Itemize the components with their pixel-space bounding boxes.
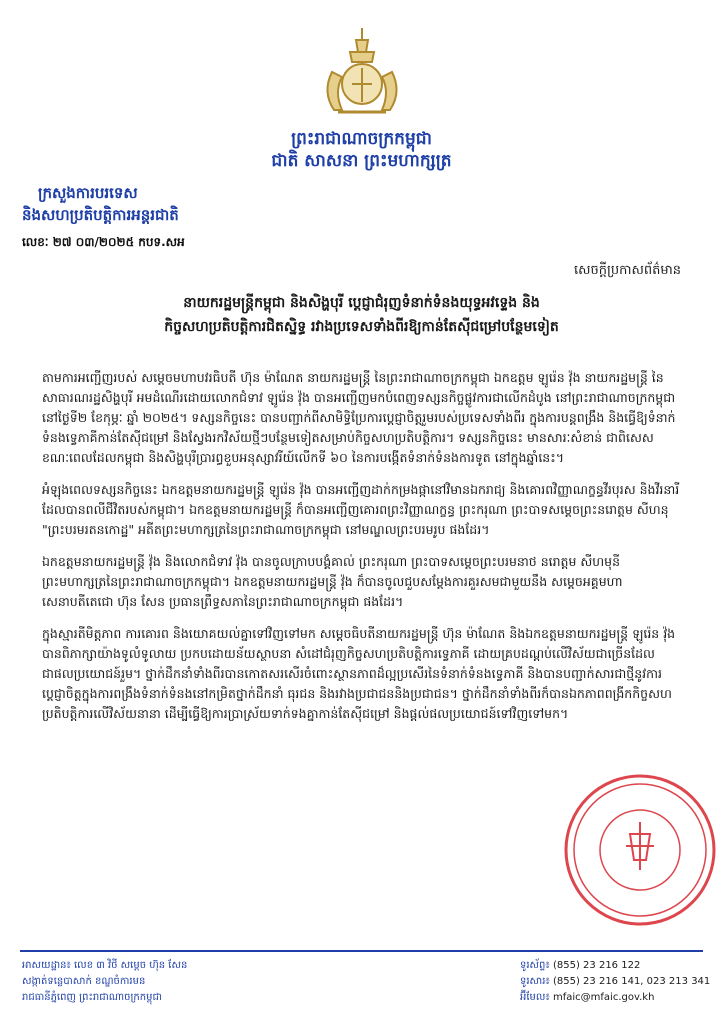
fax-row [520,974,710,990]
address-line-3: រាជធានីភ្នំពេញ ព្រះរាជាណាចក្រកម្ពុជា [22,992,162,1003]
reference-number: លេខៈ ២៧ ០៣/២០២៥ កបទ.សអ [22,235,185,249]
phone-row [520,958,710,974]
headline-line2: កិច្ចសហប្រតិបត្តិការជិតស្និទ្ធ រវាងប្រទេសទាំងពីរឱ្យកាន់តែស៊ីជម្រៅបន្ថែមទៀត [164,319,559,335]
footer-address [22,958,187,1006]
phone-number: (855) 23 216 122 [552,960,641,971]
phone-icon-label: ទូរស័ព្ទ៖ [520,960,550,971]
fax-number: (855) 23 216 141, 023 213 341 [552,976,711,987]
fax-label: ទូរសារ៖ [520,976,550,987]
ministry-name-line2: និងសហប្រតិបត្តិការអន្តរជាតិ [22,206,179,224]
press-release-body [42,368,682,736]
ministry-seal-stamp [560,770,720,930]
kingdom-title: ព្រះរាជាណាចក្រកម្ពុជា [291,129,432,149]
email-row [520,990,710,1006]
paragraph-2: អំឡុងពេលទស្សនកិច្ចនេះ ឯកឧត្ដមនាយករដ្ឋមន្ត្រី ឡូរ៉េន វ៉ុង បានអញ្ជើញដាក់កម្រងផ្កានៅវិមានឯករាជ្យ និងគោរពវិញ្ញាណក្ខន្ធវីរបុរស និងវីរនារីដែលបានពលីជីវិតរបស់កម្ពុជា។ ឯកឧត្ដមនាយករដ្ឋមន្ត្រី ក៏បានអញ្ជើញគោរពព្រះវិញ្ញាណក្ខន្ធ ព្រះករុណា ព្រះបាទសម្ដេចព្រះនរោត្តម សីហនុ "ព្រះបរមរតនកោដ្ឋ" អតីតព្រះមហាក្សត្រនៃព្រះរាជាណាចក្រកម្ពុជា នៅមណ្ឌលព្រះបរមរូប ផងដែរ។ [42,482,680,537]
email-label: អ៊ីមែល៖ [520,992,550,1003]
paragraph-3: ឯកឧត្ដមនាយករដ្ឋមន្ត្រី វ៉ុង និងលោកជំទាវ វ៉ុង បានចូលក្រាបបង្គំគាល់ ព្រះករុណា ព្រះបាទសម្ដេចព្រះបរមនាថ នរោត្តម សីហមុនី ព្រះមហាក្សត្រនៃព្រះរាជាណាចក្រកម្ពុជា។ ឯកឧត្ដមនាយករដ្ឋមន្ត្រី វ៉ុង ក៏បានចូលជួបសម្ដែងការគួរសមជាមួយនឹង សម្ដេចអគ្គមហាសេនាបតីតេជោ ហ៊ុន សែន ប្រធានព្រឹទ្ធសភានៃព្រះរាជាណាចក្រកម្ពុជា ផងដែរ។ [42,554,623,609]
email-link[interactable]: mfaic@mfaic.gov.kh [552,992,655,1003]
address-line-1: អាសយដ្ឋាន៖ លេខ ៣ វិថី សម្ដេច ហ៊ុន សែន [22,960,188,971]
paragraph-1: តាមការអញ្ជើញរបស់ សម្ដេចមហាបវរធិបតី ហ៊ុន ម៉ាណែត នាយករដ្ឋមន្ត្រី នៃព្រះរាជាណាចក្រកម្ពុជា ឯកឧត្ដម ឡូរ៉េន វ៉ុង នាយករដ្ឋមន្ត្រី នៃសាធារណរដ្ឋសិង្ហបុរី អមដំណើរដោយលោកជំទាវ ឡូរ៉េន វ៉ុង បានអញ្ជើញមកបំពេញទស្សនកិច្ចផ្លូវការជាលើកដំបូង នៅព្រះរាជាណាចក្រកម្ពុជា នៅថ្ងៃទី២ ខែកុម្ភៈ ឆ្នាំ ២០២៥។ ទស្សនកិច្ចនេះ បានបញ្ជាក់ពីសាមិទ្ធិប្រែការប្ដេជ្ញាចិត្តរួមរបស់ប្រទេសទាំងពីរ ក្នុងការបន្តពង្រឹង និងធ្វើឱ្យទំនាក់ទំនងទ្វេភាគីកាន់តែស៊ីជម្រៅ និងស្វែងរកវិស័យថ្មីៗបន្ថែមទៀតសម្រាប់កិច្ចសហប្រតិបត្តិការ។ ទស្សនកិច្ចនេះ មានសារៈសំខាន់ ជាពិសេស ខណៈពេលដែលកម្ពុជា និងសិង្ហបុរីប្រារព្ធខួបអនុស្សាវរីយ៍លើកទី ៦០ នៃការបង្កើតទំនាក់ទំនងការទូត នៅក្នុងឆ្នាំនេះ។ [42,370,676,465]
ministry-name: ក្រសួងការបរទេស [38,184,138,202]
headline-line1: នាយករដ្ឋមន្ត្រីកម្ពុជា និងសិង្ហបុរី ប្ដេជ្ញាជំរុញទំនាក់ទំនងយុទ្ធអវទ្ទេង និង [183,295,540,311]
paragraph-4: ក្នុងស្មារតីមិត្តភាព ការគោរព និងយោគយល់គ្នាទៅវិញទៅមក សម្ដេចធិបតីនាយករដ្ឋមន្ត្រី ហ៊ុន ម៉ាណែត និងឯកឧត្ដមនាយករដ្ឋមន្ត្រី ឡូរ៉េន វ៉ុង បានពិភាក្សាយ៉ាងទូលំទូលាយ ប្រកបដោយន័យស្ថាបនា សំដៅជំរុញកិច្ចសហប្រតិបត្តិការទ្វេភាគី ដោយគ្របដណ្ដប់លើវិស័យជាច្រើនដែលជាផលប្រយោជន៍រួម។ ថ្នាក់ដឹកនាំទាំងពីរបានកោតសរសើរចំពោះស្ថានភាពដ៏ល្អប្រសើរនៃទំនាក់ទំនងទ្វេភាគី និងបានបញ្ជាក់សារជាថ្មីនូវការប្ដេជ្ញាចិត្តក្នុងការពង្រឹងទំនាក់ទំនងនៅកម្រិតថ្នាក់ដឹកនាំ ធុរជន និងរវាងប្រជាជននិងប្រជាជន។ ថ្នាក់ដឹកនាំទាំងពីរក៏បានឯកភាពពង្រីកកិច្ចសហប្រតិបត្តិការលើវិស័យនានា ដើម្បីធ្វើឱ្យការប្រាស្រ័យទាក់ទងគ្នាកាន់តែស៊ីជម្រៅ និងផ្ដល់ផលប្រយោជន៍ទៅវិញទៅមក។ [42,626,676,721]
footer-contacts [520,958,710,1006]
royal-coat-of-arms-emblem [312,22,412,122]
footer-divider [20,950,703,952]
address-line-2: សង្កាត់ទន្លេបាសាក់ ខណ្ឌចំការមន [22,976,146,987]
document-type: សេចក្ដីប្រកាសព័ត៌មាន [573,263,681,278]
national-motto: ជាតិ សាសនា ព្រះមហាក្សត្រ [271,151,452,171]
